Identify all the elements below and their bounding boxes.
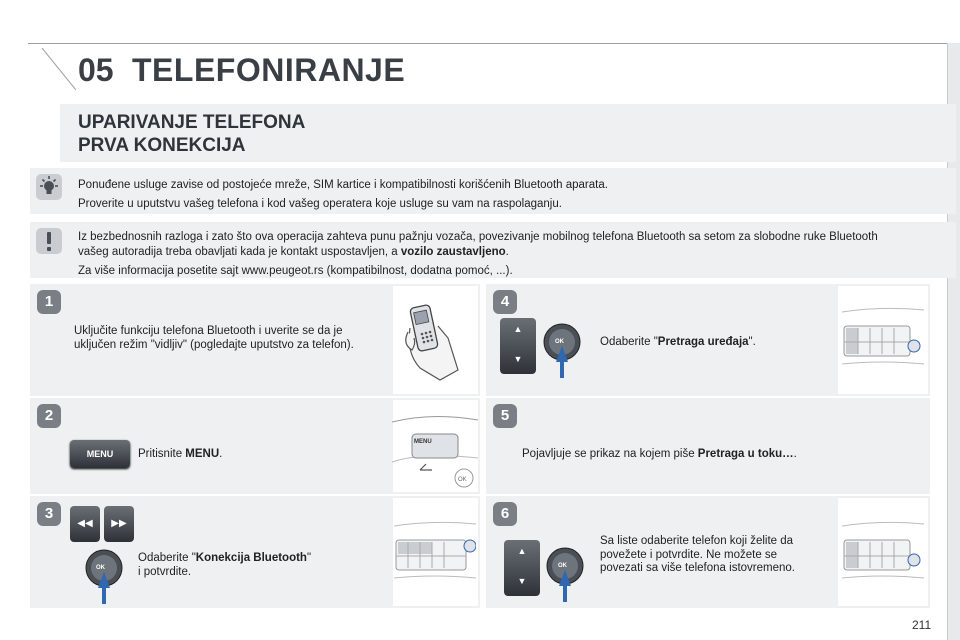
warning-note-line2: Za više informacija posetite sajt www.peugeot.rs (kompatibilnost, dodatna pomoć, ...). — [78, 265, 513, 277]
step-6-badge: 6 — [493, 502, 517, 526]
warning-note-line1: Iz bezbednosnih razloga i zato što ova operacija zahteva punu pažnju vozača, povezivanje mobilnog telefona Bluetooth sa setom za slobodne ruke Bluetooth vašeg autoradija treba obavljati kada je kontakt uspostavljen, a vozilo zaustavljeno. — [78, 231, 878, 258]
chapter-number: 05 — [78, 52, 114, 88]
exclamation-icon — [36, 228, 62, 254]
step-1-text: Uključite funkciju telefona Bluetooth i uverite se da je uključen režim "vidljiv" (pogledajte uputstvo za telefon). — [74, 325, 354, 351]
up-down-button-4: ▲ ▼ — [500, 318, 536, 374]
section-subtitle: PRVA KONEKCIJA — [78, 135, 246, 156]
seek-forward-button: ▶▶ — [104, 506, 134, 542]
dashboard-menu-panel-icon — [392, 402, 478, 490]
knob-ok-label-4: OK — [555, 339, 564, 345]
lightbulb-icon — [36, 174, 62, 200]
up-down-button-6: ▲ ▼ — [504, 540, 540, 596]
step-2-badge: 2 — [37, 404, 61, 428]
step-1-badge: 1 — [37, 290, 61, 314]
step-3-text: Odaberite "Konekcija Bluetooth" i potvrdite. — [138, 552, 312, 578]
menu-button: MENU — [70, 440, 130, 468]
page-number: 211 — [912, 618, 932, 632]
header-rule — [28, 43, 948, 44]
knob-ok-label-6: OK — [558, 563, 567, 569]
info-note-line2: Proverite u uputstvu vašeg telefona i kod vašeg operatera koje usluge su vam na raspolaganju. — [78, 198, 562, 210]
step-4-text: Odaberite "Pretraga uređaja". — [600, 336, 756, 348]
step-5-text: Pojavljuje se prikaz na kojem piše Pretraga u toku…. — [522, 448, 797, 460]
step-5 — [486, 398, 930, 494]
panel-menu-label: MENU — [414, 439, 432, 445]
step-6-text: Sa liste odaberite telefon koji želite da povežete i potvrdite. Ne možete se povezati sa više telefona istovremeno. — [600, 535, 795, 574]
radio-panel-icon-4 — [842, 306, 924, 372]
phone-hand-icon — [400, 298, 460, 382]
chapter-title: TELEFONIRANJE — [132, 52, 406, 88]
radio-panel-icon — [394, 520, 476, 586]
info-note-line1: Ponuđene usluge zavise od postojeće mreže, SIM kartice i kompatibilnosti korišćenih Bluetooth aparata. — [78, 179, 608, 191]
step-2-text: Pritisnite MENU. — [138, 448, 223, 460]
step-4-badge: 4 — [493, 290, 517, 314]
knob-ok-label-3: OK — [96, 565, 105, 571]
ok-knob-icon-4 — [540, 322, 584, 380]
step-5-badge: 5 — [493, 404, 517, 428]
header-slash-decoration — [40, 48, 76, 102]
radio-panel-icon-6 — [842, 520, 924, 586]
seek-back-button: ◀◀ — [70, 506, 100, 542]
panel-ok-label: OK — [458, 477, 467, 483]
step-3-badge: 3 — [37, 502, 61, 526]
section-title: UPARIVANJE TELEFONA — [78, 112, 306, 133]
ok-knob-icon-6 — [543, 546, 587, 604]
ok-knob-icon — [82, 548, 126, 606]
